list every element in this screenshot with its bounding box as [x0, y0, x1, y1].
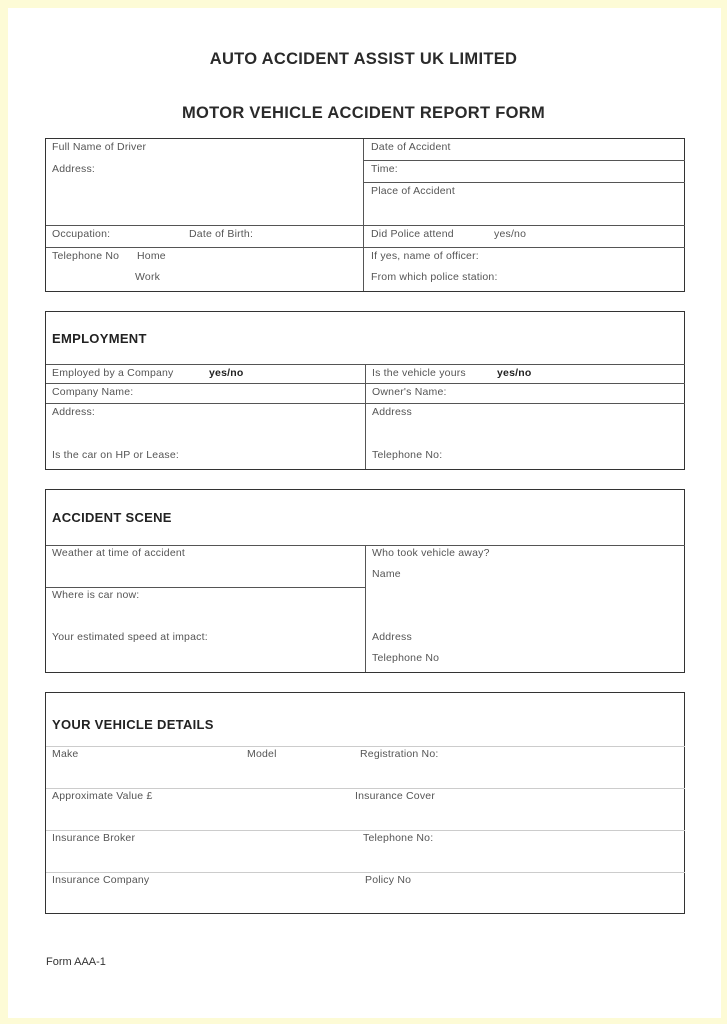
police-station-field[interactable]: From which police station: — [371, 271, 498, 283]
company-address-field[interactable]: Address: — [52, 406, 96, 418]
driver-section — [45, 138, 685, 292]
accident-scene-section — [45, 489, 685, 673]
impact-speed-field[interactable]: Your estimated speed at impact: — [52, 631, 208, 643]
who-took-vehicle-field[interactable]: Who took vehicle away? — [372, 547, 490, 559]
company-name-field[interactable]: Company Name: — [52, 386, 134, 398]
make-field[interactable]: Make — [52, 748, 79, 760]
driver-name-field[interactable]: Full Name of Driver — [52, 141, 147, 153]
insurance-cover-field[interactable]: Insurance Cover — [355, 790, 436, 802]
vehicle-yours-yes-no[interactable]: yes/no — [497, 367, 532, 379]
form-id: Form AAA-1 — [46, 956, 106, 968]
policy-number-field[interactable]: Policy No — [365, 874, 412, 886]
model-field[interactable]: Model — [247, 748, 277, 760]
recovery-telephone-field[interactable]: Telephone No — [372, 652, 440, 664]
recovery-name-field[interactable]: Name — [372, 568, 401, 580]
vehicle-yours-field[interactable]: Is the vehicle yours — [372, 367, 466, 379]
telephone-work-field[interactable]: Work — [135, 271, 161, 283]
employment-heading: EMPLOYMENT — [52, 331, 147, 346]
officer-name-field[interactable]: If yes, name of officer: — [371, 250, 479, 262]
telephone-home-field[interactable]: Home — [137, 250, 166, 262]
car-location-field[interactable]: Where is car now: — [52, 589, 140, 601]
broker-telephone-field[interactable]: Telephone No: — [363, 832, 434, 844]
driver-address-field[interactable]: Address: — [52, 163, 96, 175]
vehicle-details-section — [45, 692, 685, 914]
employed-field[interactable]: Employed by a Company — [52, 367, 174, 379]
occupation-field[interactable]: Occupation: — [52, 228, 111, 240]
owner-address-field[interactable]: Address — [372, 406, 412, 418]
police-attend-field[interactable]: Did Police attend — [371, 228, 454, 240]
hp-lease-field[interactable]: Is the car on HP or Lease: — [52, 449, 179, 461]
police-yes-no[interactable]: yes/no — [494, 228, 527, 240]
owner-telephone-field[interactable]: Telephone No: — [372, 449, 443, 461]
accident-date-field[interactable]: Date of Accident — [371, 141, 451, 153]
telephone-label: Telephone No — [52, 250, 120, 262]
form-title: MOTOR VEHICLE ACCIDENT REPORT FORM — [181, 104, 546, 122]
vehicle-details-heading: YOUR VEHICLE DETAILS — [52, 717, 214, 732]
accident-place-field[interactable]: Place of Accident — [371, 185, 455, 197]
accident-time-field[interactable]: Time: — [371, 163, 398, 175]
employment-section — [45, 311, 685, 470]
employed-yes-no[interactable]: yes/no — [209, 367, 244, 379]
owner-name-field[interactable]: Owner's Name: — [372, 386, 447, 398]
insurance-company-field[interactable]: Insurance Company — [52, 874, 150, 886]
dob-field[interactable]: Date of Birth: — [189, 228, 254, 240]
registration-field[interactable]: Registration No: — [360, 748, 439, 760]
insurance-broker-field[interactable]: Insurance Broker — [52, 832, 136, 844]
weather-field[interactable]: Weather at time of accident — [52, 547, 186, 559]
recovery-address-field[interactable]: Address — [372, 631, 412, 643]
accident-scene-heading: ACCIDENT SCENE — [52, 510, 172, 525]
value-field[interactable]: Approximate Value £ — [52, 790, 153, 802]
company-title: AUTO ACCIDENT ASSIST UK LIMITED — [209, 50, 518, 68]
